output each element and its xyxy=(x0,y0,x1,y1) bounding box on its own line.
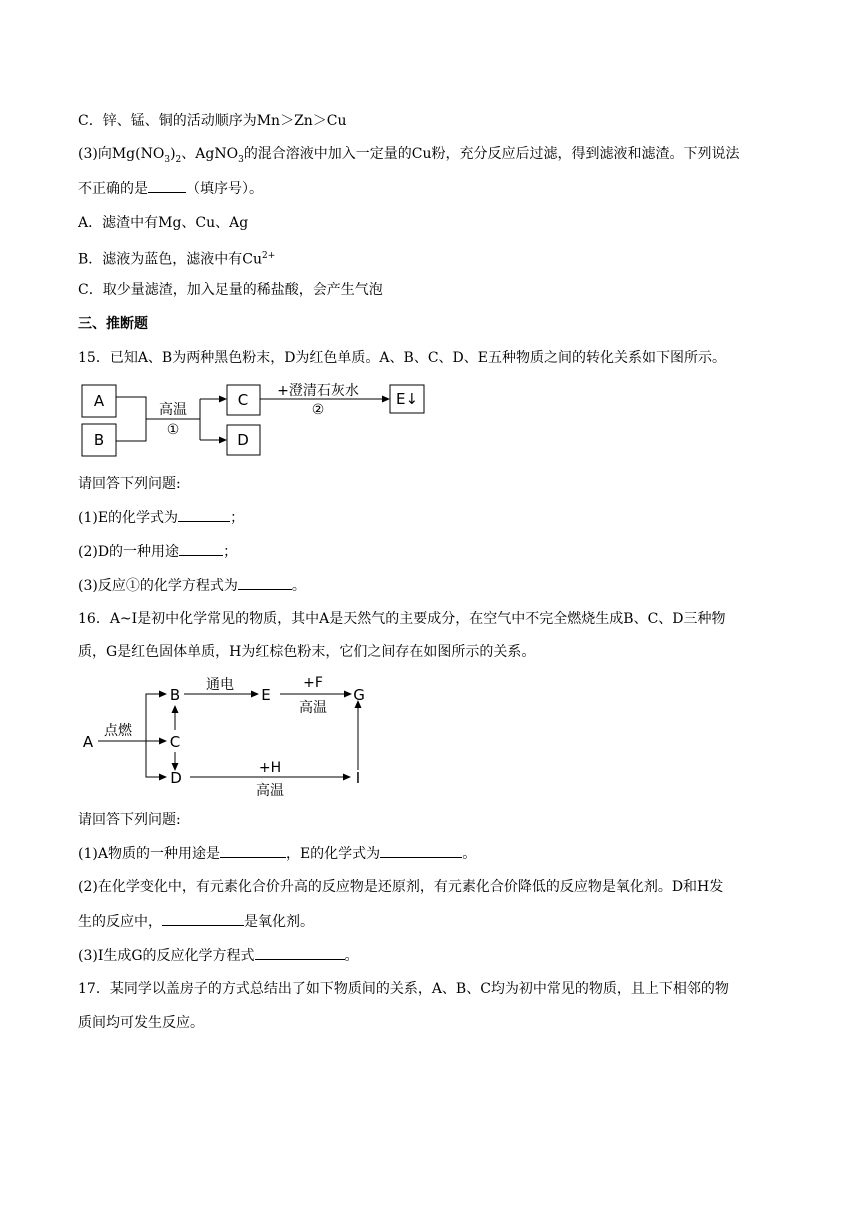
answer-blank[interactable] xyxy=(220,843,286,858)
reagent-limewater: +澄清石灰水 xyxy=(277,383,359,399)
question-14-3-stem: (3)向$Mg(NO_3)_2$、AgNO$_3$的混合溶液中加入一定量的Cu粉，充分反应后过滤，得到滤液和滤渣。下列说法 xyxy=(78,146,740,165)
reaction-number-2: ② xyxy=(311,402,325,418)
node-a: A xyxy=(82,733,94,751)
question-15-prompt: 请回答下列问题: xyxy=(78,476,181,492)
node-i: I xyxy=(355,769,361,787)
question-16-3: (3)I生成G的反应化学方程式 。 xyxy=(78,945,359,966)
label-e: E↓ xyxy=(395,390,419,408)
option-a: A．滤渣中有Mg、Cu、Ag xyxy=(78,215,249,231)
node-e: E xyxy=(261,686,271,704)
condition-high-temp-1: 高温 xyxy=(299,700,327,716)
answer-blank[interactable] xyxy=(380,843,462,858)
question-15-3: (3)反应①的化学方程式为 。 xyxy=(78,575,306,596)
answer-blank[interactable] xyxy=(162,911,244,926)
label-a: A xyxy=(93,392,105,410)
reaction-number-1: ① xyxy=(166,422,180,438)
question-16-1: (1)A物质的一种用途是 ，E的化学式为 。 xyxy=(78,843,476,864)
section-heading-inference: 三、推断题 xyxy=(78,316,148,332)
condition-high-temp: 高温 xyxy=(159,402,187,418)
question-17-stem-2: 质间均可发生反应。 xyxy=(78,1015,204,1031)
node-g: G xyxy=(353,686,365,704)
answer-blank[interactable] xyxy=(255,945,345,960)
condition-high-temp-2: 高温 xyxy=(256,783,284,799)
label-d: D xyxy=(237,431,249,449)
question-16-2-line-1: (2)在化学变化中，有元素化合价升高的反应物是还原剂，有元素化合价降低的反应物是氧化剂。D和H发 xyxy=(78,879,724,895)
question-16-stem-1: 16．A~I是初中化学常见的物质，其中A是天然气的主要成分，在空气中不完全燃烧生成B、C、D三种物 xyxy=(78,611,726,627)
question-16-2-line-2: 生的反应中， 是氧化剂。 xyxy=(78,911,314,932)
condition-electrolysis: 通电 xyxy=(206,677,234,693)
question-14-3-prompt: 不正确的是 （填序号）。 xyxy=(78,178,263,199)
option-b: B．滤液为蓝色，滤液中有$Cu^{2+}$ xyxy=(78,251,276,268)
question-15-2: (2)D的一种用途 ； xyxy=(78,541,237,562)
node-b: B xyxy=(169,686,181,704)
reagent-h: +H xyxy=(258,760,282,776)
option-c-activity-order: C．锌、锰、铜的活动顺序为Mn＞Zn＞Cu xyxy=(78,113,347,129)
question-15-1: (1)E的化学式为 ； xyxy=(78,507,244,528)
label-b: B xyxy=(93,431,105,449)
label-c: C xyxy=(237,391,249,409)
question-17-stem-1: 17．某同学以盖房子的方式总结出了如下物质间的关系，A、B、C均为初中常见的物质，且上下相邻的物 xyxy=(78,981,729,997)
question-15-stem: 15．已知A、B为两种黑色粉末，D为红色单质。A、B、C、D、E五种物质之间的转化关系如下图所示。 xyxy=(78,350,726,366)
question-16-prompt: 请回答下列问题: xyxy=(78,812,181,828)
reagent-f: +F xyxy=(303,675,323,691)
node-d: D xyxy=(170,769,182,787)
node-c: C xyxy=(169,733,181,751)
option-c: C．取少量滤渣，加入足量的稀盐酸，会产生气泡 xyxy=(78,282,383,298)
condition-ignite: 点燃 xyxy=(104,723,132,739)
question-16-stem-2: 质，G是红色固体单质，H为红棕色粉末，它们之间存在如图所示的关系。 xyxy=(78,644,536,660)
